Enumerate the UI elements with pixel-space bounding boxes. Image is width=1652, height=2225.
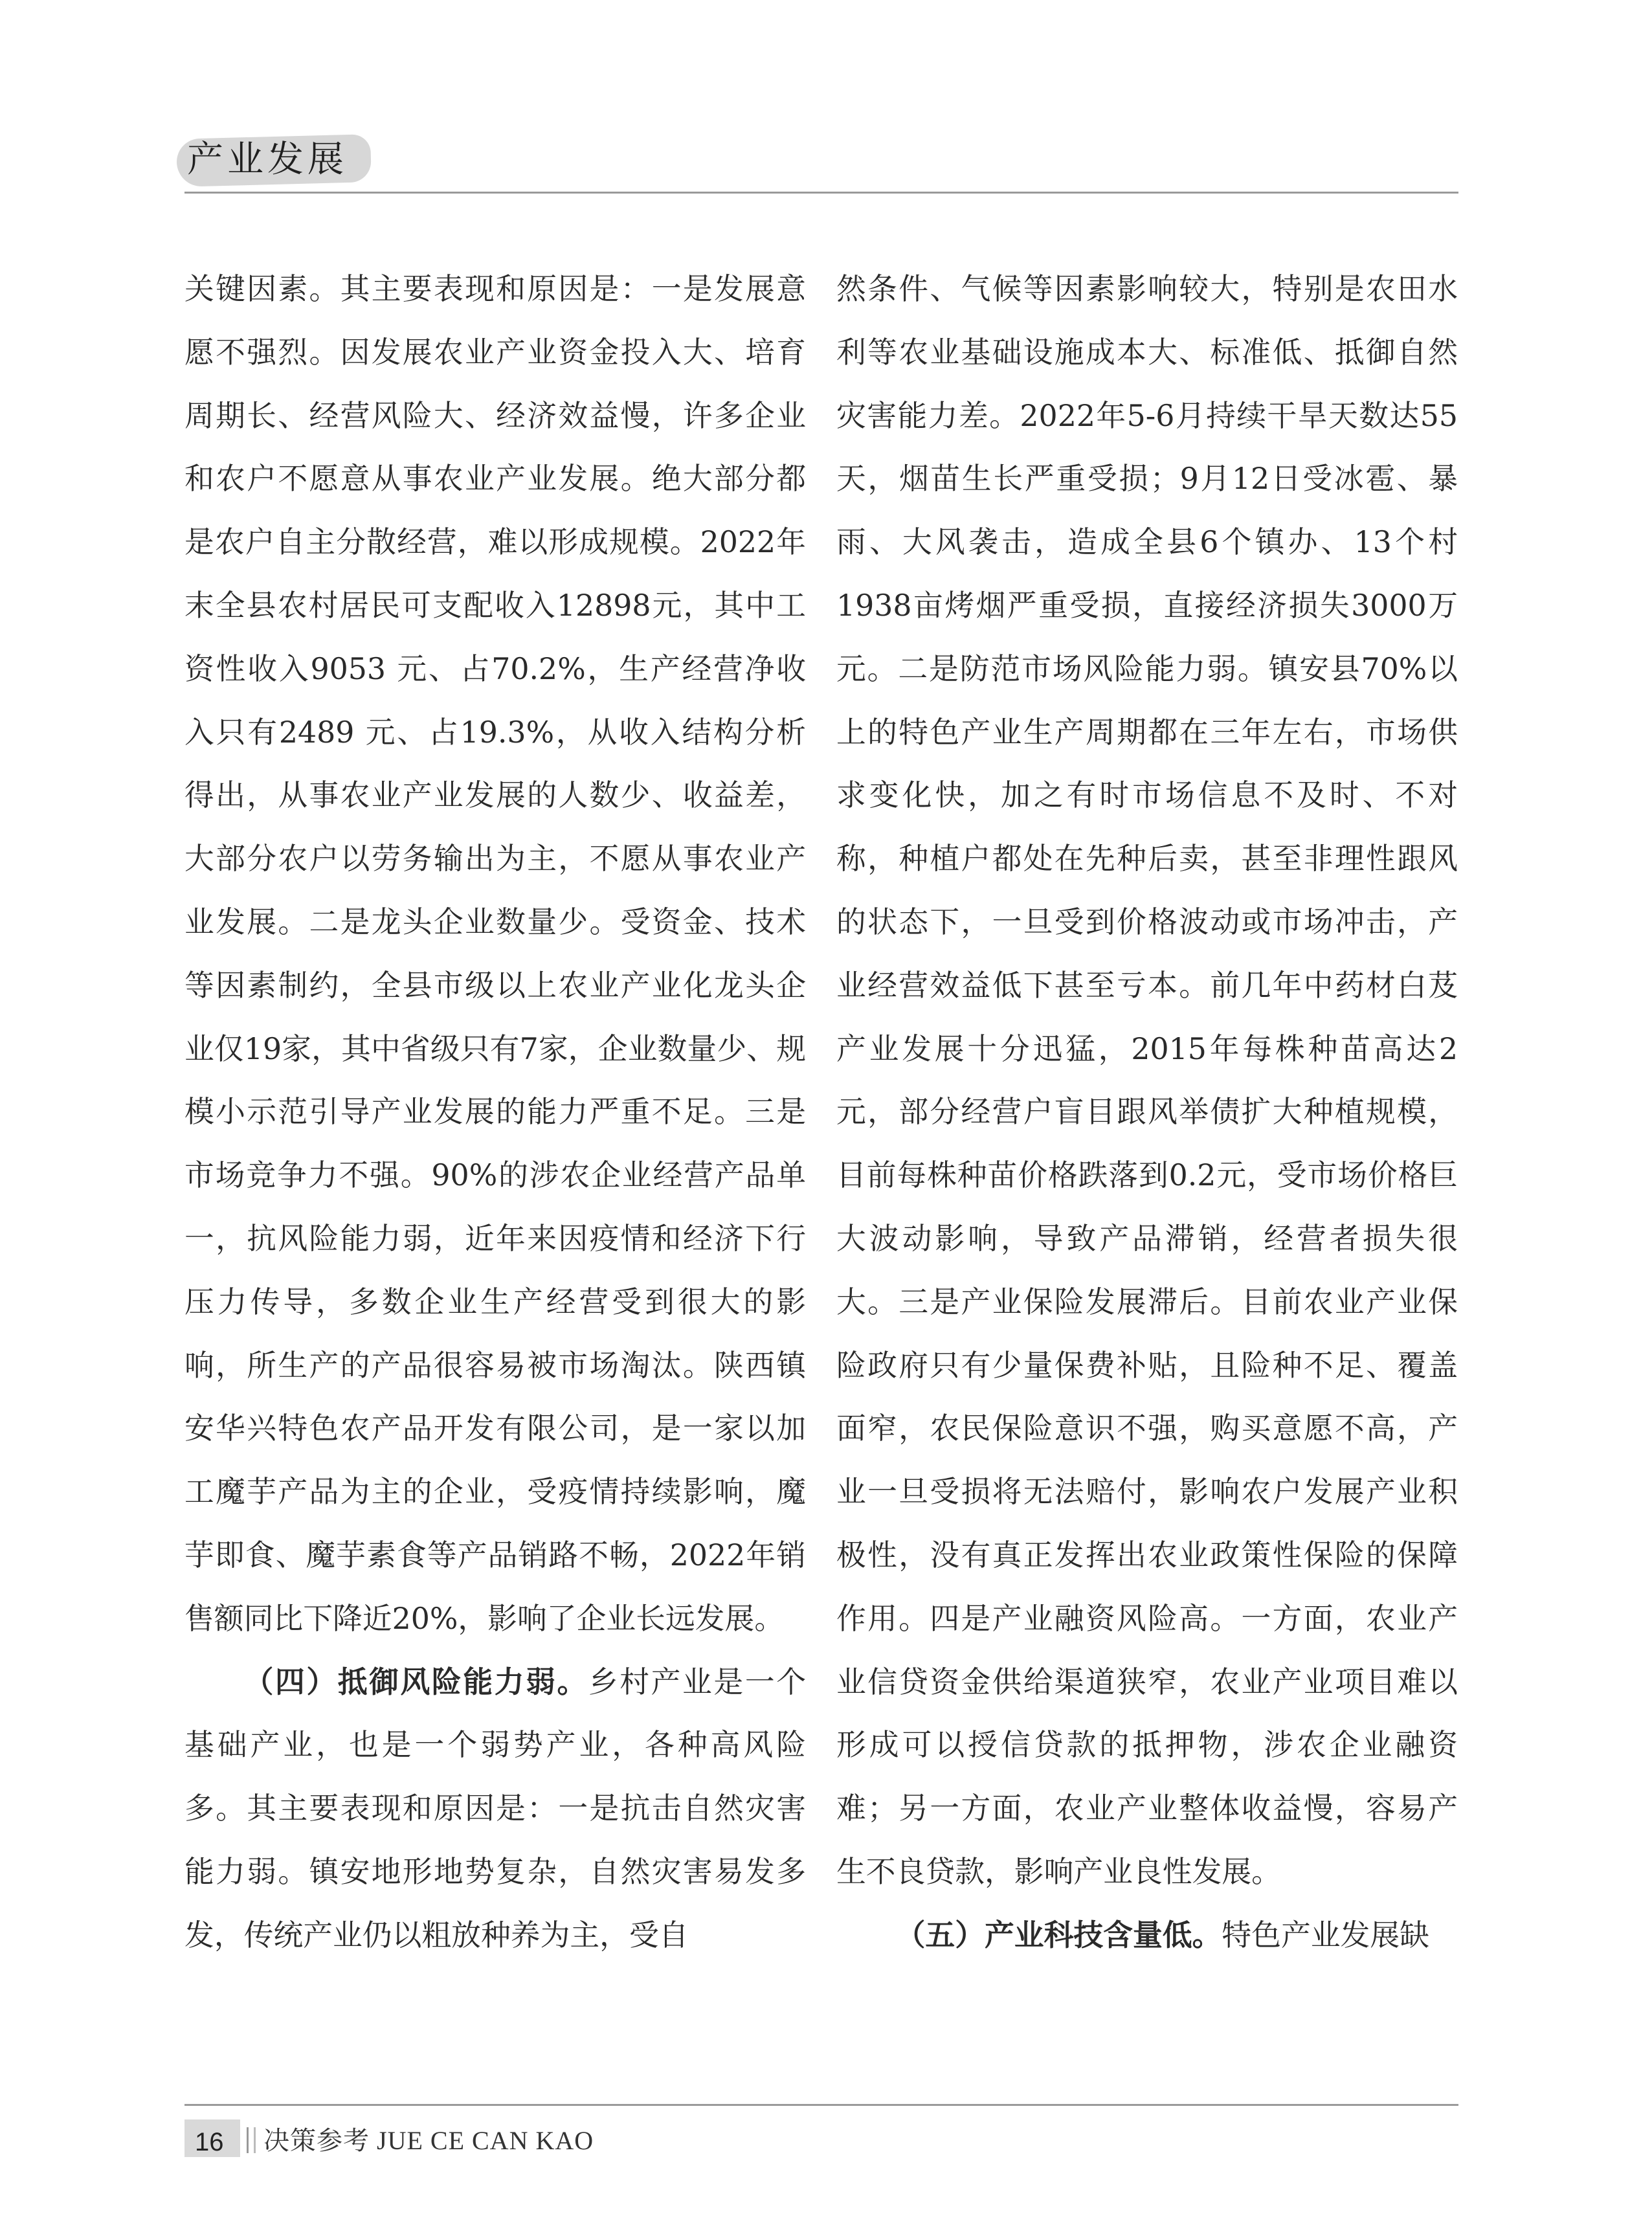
right-column [836,258,1458,2067]
right-paragraph-2 [836,1904,1458,1967]
subheading-4: （四）抵御风险能力弱。 [243,1664,588,1699]
left-column [184,258,806,2067]
journal-name: 决策参考 JUE CE CAN KAO [263,2126,594,2155]
section-title: 产业发展 [187,139,348,181]
footer-separator-bars [247,2127,256,2153]
page-number-box [184,2119,240,2157]
right-paragraph-2-body: 特色产业发展缺 [1222,1917,1429,1952]
footer-divider [184,2104,1458,2106]
section-header [184,133,366,184]
page-number: 16 [195,2128,224,2156]
subheading-5: （五）产业科技含量低。 [895,1917,1222,1952]
left-paragraph-1: 关键因素。其主要表现和原因是：一是发展意愿不强烈。因发展农业产业资金投入大、培育周期长、经营风险大、经济效益慢，许多企业和农户不愿意从事农业产业发展。绝大部分都是农户自主分散经营，难以形成规模。2022年末全县农村居民可支配收入12898元，其中工资性收入9053 元、占70.2%，生产经营净收入只有2489 元、占19.3%，从收入结构分析得出，从事农业产业发展的人数少、收益差，大部分农户以劳务输出为主，不愿从事农业产业发展。二是龙头企业数量少。受资金、技术等因素制约，全县市级以上农业产业化龙头企业仅19家，其中省级只有7家，企业数量少、规模小示范引导产业发展的能力严重不足。三是市场竞争力不强。90%的涉农企业经营产品单一，抗风险能力弱，近年来因疫情和经济下行压力传导，多数企业生产经营受到很大的影响，所生产的产品很容易被市场淘汰。陕西镇安华兴特色农产品开发有限公司，是一家以加工魔芋产品为主的企业，受疫情持续影响，魔芋即食、魔芋素食等产品销路不畅，2022年销售额同比下降近20%，影响了企业长远发展。 [184,271,806,1636]
left-paragraph-2 [184,1651,806,1967]
page-footer [184,2116,961,2161]
right-paragraph-1: 然条件、气候等因素影响较大，特别是农田水利等农业基础设施成本大、标准低、抵御自然灾害能力差。2022年5-6月持续干旱天数达55天，烟苗生长严重受损；9月12日受冰雹、暴雨、大风袭击，造成全县6个镇办、13个村1938亩烤烟严重受损，直接经济损失3000万元。二是防范市场风险能力弱。镇安县70%以上的特色产业生产周期都在三年左右，市场供求变化快，加之有时市场信息不及时、不对称，种植户都处在先种后卖，甚至非理性跟风的状态下，一旦受到价格波动或市场冲击，产业经营效益低下甚至亏本。前几年中药材白芨产业发展十分迅猛，2015年每株种苗高达2元，部分经营户盲目跟风举债扩大种植规模，目前每株种苗价格跌落到0.2元，受市场价格巨大波动影响，导致产品滞销，经营者损失很大。三是产业保险发展滞后。目前农业产业保险政府只有少量保费补贴，且险种不足、覆盖面窄，农民保险意识不强，购买意愿不高，产业一旦受损将无法赔付，影响农户发展产业积极性，没有真正发挥出农业政策性保险的保障作用。四是产业融资风险高。一方面，农业产业信贷资金供给渠道狭窄，农业产业项目难以形成可以授信贷款的抵押物，涉农企业融资难；另一方面，农业产业整体收益慢，容易产生不良贷款，影响产业良性发展。 [836,271,1458,1889]
left-paragraph-2-body: 乡村产业是一个基础产业，也是一个弱势产业，各种高风险多。其主要表现和原因是：一是抗击自然灾害能力弱。镇安地形地势复杂，自然灾害易发多发，传统产业仍以粗放种养为主，受自 [184,1664,806,1952]
header-divider [184,192,1458,194]
